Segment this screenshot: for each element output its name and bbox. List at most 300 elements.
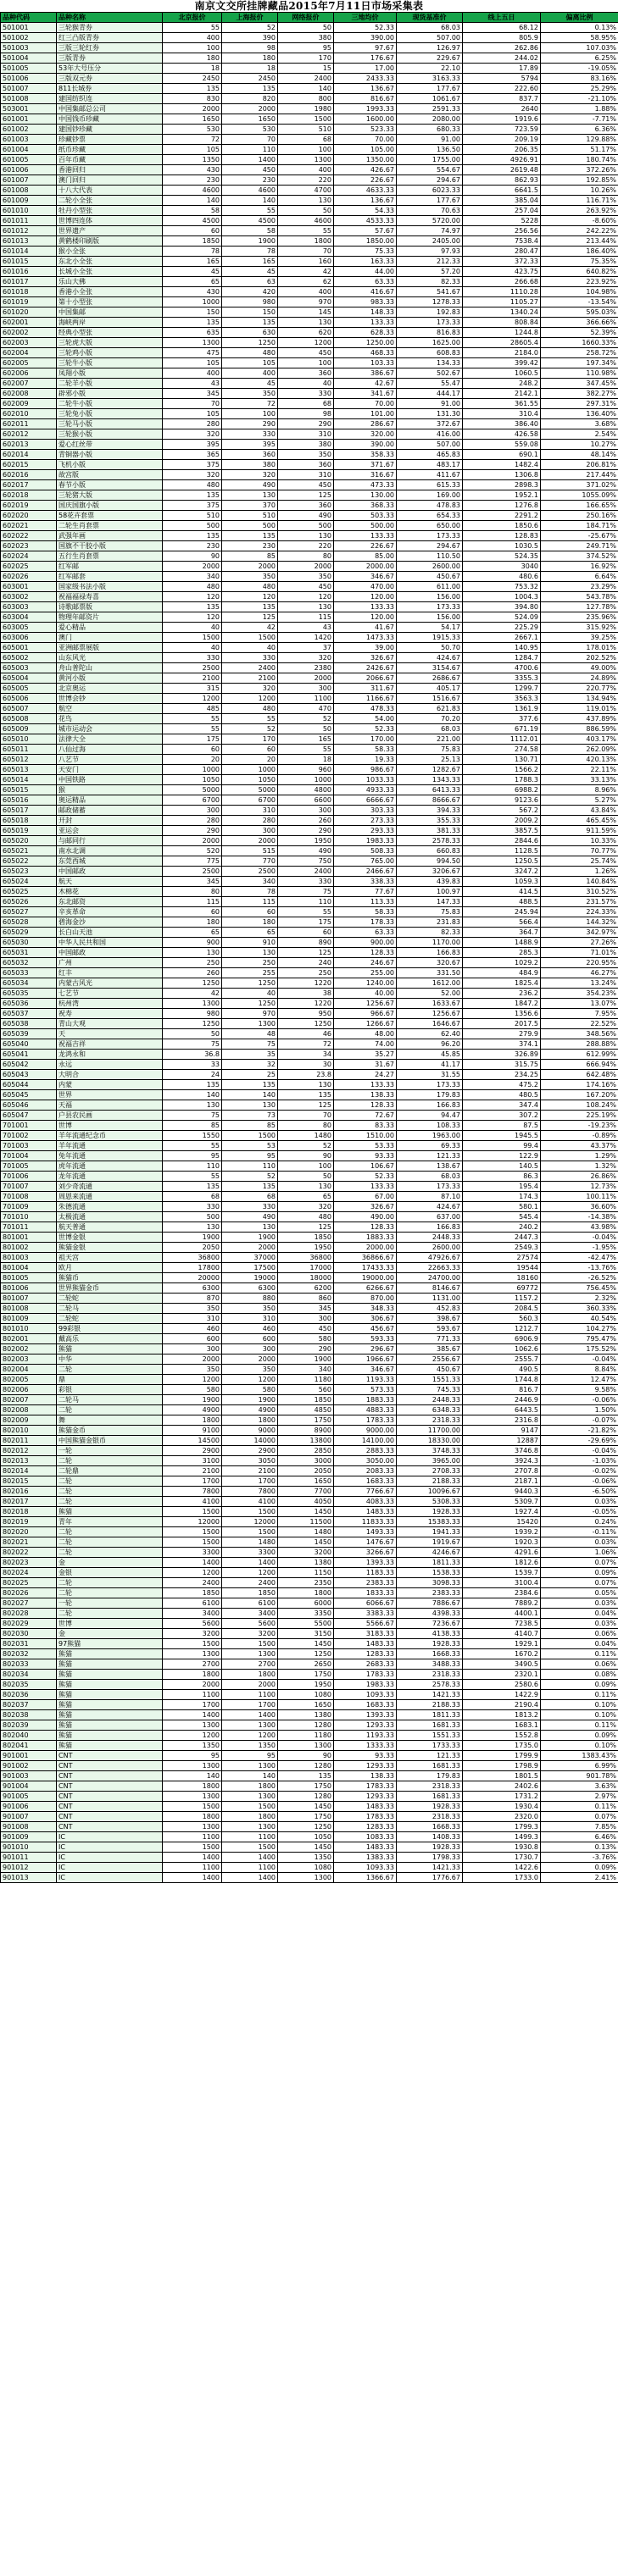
cell-base: 1061.67 <box>397 94 463 104</box>
cell-line-five: 19544 <box>463 1263 541 1273</box>
cell-code: 602010 <box>1 409 57 419</box>
cell-name: 猴小全张 <box>57 247 163 257</box>
cell-line-five: 394.80 <box>463 602 541 612</box>
cell-deviation: 43.98% <box>541 1222 618 1233</box>
cell-shanghai: 1900 <box>222 236 278 247</box>
cell-average: 5566.67 <box>334 1619 397 1629</box>
cell-line-five: 488.5 <box>463 897 541 907</box>
cell-online: 1380 <box>278 1710 334 1720</box>
cell-deviation: 371.02% <box>541 480 618 490</box>
cell-base: 100.97 <box>397 887 463 897</box>
table-row <box>1 1080 618 1090</box>
cell-base: 131.30 <box>397 409 463 419</box>
cell-code: 802039 <box>1 1720 57 1731</box>
col-header-line-five: 线上五日 <box>463 13 541 23</box>
cell-beijing: 36.8 <box>163 1050 222 1060</box>
cell-shanghai: 53 <box>222 1141 278 1151</box>
cell-name: 龙鸿永和 <box>57 1050 163 1060</box>
cell-code: 603006 <box>1 633 57 643</box>
cell-beijing: 1050 <box>163 775 222 785</box>
cell-beijing: 1650 <box>163 114 222 125</box>
cell-base: 1633.67 <box>397 999 463 1009</box>
cell-online: 290 <box>278 419 334 429</box>
cell-online: 1220 <box>278 999 334 1009</box>
cell-line-five: 2898.3 <box>463 480 541 490</box>
cell-code: 605016 <box>1 795 57 806</box>
cell-average: 3266.67 <box>334 1548 397 1558</box>
cell-beijing: 55 <box>163 23 222 33</box>
cell-average: 9000.00 <box>334 1426 397 1436</box>
cell-name: 中国集邮 <box>57 307 163 318</box>
cell-average: 765.00 <box>334 856 397 867</box>
cell-code: 605009 <box>1 724 57 734</box>
cell-average: 573.33 <box>334 1385 397 1395</box>
cell-name: IC <box>57 1873 163 1883</box>
page-title: 南京文交所挂牌藏品2015年7月11日市场采集表 <box>194 0 424 12</box>
cell-base: 22.10 <box>397 64 463 74</box>
cell-average: 386.67 <box>334 368 397 379</box>
cell-code: 802014 <box>1 1466 57 1476</box>
cell-beijing: 510 <box>163 511 222 521</box>
table-row <box>1 1822 618 1832</box>
cell-shanghai: 150 <box>222 307 278 318</box>
cell-name: 羊年流通纪念币 <box>57 1131 163 1141</box>
table-row <box>1 1039 618 1050</box>
cell-line-five: 690.1 <box>463 450 541 460</box>
cell-shanghai: 255 <box>222 968 278 978</box>
cell-deviation: -19.05% <box>541 64 618 74</box>
cell-average: 176.67 <box>334 53 397 64</box>
cell-shanghai: 18 <box>222 64 278 74</box>
cell-average: 133.33 <box>334 1182 397 1192</box>
cell-deviation: 0.11% <box>541 1720 618 1731</box>
cell-average: 6266.67 <box>334 1283 397 1294</box>
cell-average: 1366.67 <box>334 1873 397 1883</box>
cell-name: 二轮 <box>57 1497 163 1507</box>
cell-shanghai: 63 <box>222 277 278 287</box>
cell-code: 901001 <box>1 1751 57 1761</box>
cell-base: 1798.33 <box>397 1853 463 1863</box>
cell-name: CNT <box>57 1812 163 1822</box>
cell-code: 701010 <box>1 1212 57 1222</box>
cell-deviation: 288.88% <box>541 1039 618 1050</box>
cell-shanghai: 360 <box>222 450 278 460</box>
table-row <box>1 948 618 958</box>
cell-code: 601008 <box>1 186 57 196</box>
cell-deviation: 1.26% <box>541 867 618 877</box>
cell-name: 辟邪小版 <box>57 389 163 399</box>
cell-deviation: 543.78% <box>541 592 618 602</box>
cell-average: 53.33 <box>334 1141 397 1151</box>
cell-code: 602001 <box>1 318 57 328</box>
cell-shanghai: 770 <box>222 856 278 867</box>
cell-name: 世界 <box>57 1090 163 1100</box>
cell-deviation: 136.40% <box>541 409 618 419</box>
cell-shanghai: 135 <box>222 602 278 612</box>
cell-online: 38 <box>278 989 334 999</box>
table-body <box>1 23 618 1883</box>
cell-code: 605026 <box>1 897 57 907</box>
cell-average: 48.00 <box>334 1029 397 1039</box>
cell-line-five: 862.93 <box>463 175 541 186</box>
cell-code: 701001 <box>1 1121 57 1131</box>
cell-beijing: 135 <box>163 531 222 541</box>
table-row <box>1 419 618 429</box>
cell-beijing: 1500 <box>163 1507 222 1517</box>
table-row <box>1 846 618 856</box>
cell-shanghai: 140 <box>222 196 278 206</box>
cell-line-five: 480.5 <box>463 1090 541 1100</box>
table-row <box>1 257 618 267</box>
cell-code: 605002 <box>1 653 57 663</box>
cell-base: 1963.00 <box>397 1131 463 1141</box>
cell-online: 1250 <box>278 1649 334 1659</box>
cell-code: 901010 <box>1 1842 57 1853</box>
cell-online: 5500 <box>278 1619 334 1629</box>
cell-online: 2850 <box>278 1446 334 1456</box>
cell-beijing: 2000 <box>163 1680 222 1690</box>
cell-average: 341.67 <box>334 389 397 399</box>
cell-name: 三版青券 <box>57 53 163 64</box>
cell-average: 348.33 <box>334 1304 397 1314</box>
cell-line-five: 1670.2 <box>463 1649 541 1659</box>
cell-average: 17.00 <box>334 64 397 74</box>
cell-line-five: 2316.8 <box>463 1415 541 1426</box>
cell-beijing: 1700 <box>163 1476 222 1487</box>
cell-line-five: 423.75 <box>463 267 541 277</box>
cell-base: 1538.33 <box>397 1568 463 1578</box>
cell-beijing: 55 <box>163 1141 222 1151</box>
cell-line-five: 28605.4 <box>463 338 541 348</box>
table-row <box>1 1233 618 1243</box>
cell-code: 603005 <box>1 623 57 633</box>
cell-deviation: 7.95% <box>541 1009 618 1019</box>
cell-beijing: 2000 <box>163 562 222 572</box>
cell-name: 祝寿 <box>57 1009 163 1019</box>
cell-line-five: 1801.5 <box>463 1771 541 1781</box>
cell-online: 1800 <box>278 1588 334 1598</box>
cell-deviation: 0.07% <box>541 1812 618 1822</box>
cell-base: 444.17 <box>397 389 463 399</box>
cell-code: 601004 <box>1 145 57 155</box>
cell-base: 1755.00 <box>397 155 463 165</box>
cell-beijing: 75 <box>163 1111 222 1121</box>
cell-line-five: 1552.8 <box>463 1731 541 1741</box>
cell-code: 802040 <box>1 1731 57 1741</box>
cell-name: 东北小全张 <box>57 257 163 267</box>
cell-name: CNT <box>57 1751 163 1761</box>
cell-shanghai: 70 <box>222 135 278 145</box>
cell-name: 祝福福禄寿喜 <box>57 592 163 602</box>
cell-online: 1850 <box>278 1233 334 1243</box>
cell-base: 1928.33 <box>397 1507 463 1517</box>
cell-average: 1293.33 <box>334 1792 397 1802</box>
cell-shanghai: 135 <box>222 84 278 94</box>
cell-average: 24.27 <box>334 1070 397 1080</box>
cell-average: 286.67 <box>334 419 397 429</box>
cell-code: 801002 <box>1 1243 57 1253</box>
cell-code: 605003 <box>1 663 57 673</box>
cell-base: 424.67 <box>397 653 463 663</box>
cell-beijing: 150 <box>163 307 222 318</box>
cell-name: 澳门 <box>57 633 163 643</box>
cell-line-five: 1112.01 <box>463 734 541 745</box>
cell-beijing: 2000 <box>163 1354 222 1365</box>
cell-online: 140 <box>278 84 334 94</box>
cell-deviation: 795.47% <box>541 1334 618 1344</box>
cell-name: 熊猫 <box>57 1344 163 1354</box>
cell-average: 1493.33 <box>334 1527 397 1537</box>
cell-online: 800 <box>278 94 334 104</box>
cell-shanghai: 20 <box>222 755 278 765</box>
cell-name: 物理年邮资片 <box>57 612 163 623</box>
cell-base: 166.83 <box>397 948 463 958</box>
cell-deviation: 174.16% <box>541 1080 618 1090</box>
cell-base: 483.17 <box>397 460 463 470</box>
cell-name: 三轮兔小版 <box>57 409 163 419</box>
cell-deviation: 175.52% <box>541 1344 618 1354</box>
cell-average: 52.33 <box>334 23 397 33</box>
cell-online: 290 <box>278 826 334 836</box>
cell-code: 605025 <box>1 887 57 897</box>
cell-deviation: 71.01% <box>541 948 618 958</box>
cell-average: 306.67 <box>334 1314 397 1324</box>
table-row <box>1 1283 618 1294</box>
cell-name: 红军邮 <box>57 562 163 572</box>
cell-shanghai: 1100 <box>222 1832 278 1842</box>
cell-deviation: 2.97% <box>541 1792 618 1802</box>
cell-beijing: 600 <box>163 1334 222 1344</box>
table-row <box>1 1222 618 1233</box>
cell-deviation: 5.27% <box>541 795 618 806</box>
cell-base: 156.00 <box>397 612 463 623</box>
cell-online: 90 <box>278 1151 334 1161</box>
cell-code: 603002 <box>1 592 57 602</box>
table-row <box>1 1314 618 1324</box>
cell-beijing: 105 <box>163 409 222 419</box>
table-row <box>1 277 618 287</box>
cell-beijing: 20000 <box>163 1273 222 1283</box>
cell-online: 170 <box>278 53 334 64</box>
cell-beijing: 105 <box>163 358 222 368</box>
cell-base: 554.67 <box>397 165 463 175</box>
cell-base: 126.97 <box>397 43 463 53</box>
cell-line-five: 2555.7 <box>463 1354 541 1365</box>
table-row <box>1 1375 618 1385</box>
cell-name: 黄鹤楼印刷版 <box>57 236 163 247</box>
cell-online: 17000 <box>278 1263 334 1273</box>
cell-code: 802011 <box>1 1436 57 1446</box>
table-row <box>1 94 618 104</box>
cell-base: 1256.67 <box>397 1009 463 1019</box>
cell-online: 130 <box>278 1080 334 1090</box>
cell-base: 231.83 <box>397 917 463 928</box>
cell-line-five: 524.35 <box>463 551 541 562</box>
cell-line-five: 257.04 <box>463 206 541 216</box>
cell-base: 74.97 <box>397 226 463 236</box>
cell-base: 816.83 <box>397 328 463 338</box>
cell-code: 701005 <box>1 1161 57 1172</box>
cell-line-five: 7889.2 <box>463 1598 541 1609</box>
cell-online: 970 <box>278 297 334 307</box>
cell-beijing: 24 <box>163 1070 222 1080</box>
cell-beijing: 9100 <box>163 1426 222 1436</box>
cell-average: 1193.33 <box>334 1375 397 1385</box>
cell-online: 1500 <box>278 114 334 125</box>
cell-code: 501004 <box>1 53 57 64</box>
cell-code: 605044 <box>1 1080 57 1090</box>
cell-online: 70 <box>278 247 334 257</box>
cell-deviation: 250.16% <box>541 511 618 521</box>
cell-base: 1278.33 <box>397 297 463 307</box>
cell-base: 179.83 <box>397 1090 463 1100</box>
cell-code: 605019 <box>1 826 57 836</box>
cell-shanghai: 450 <box>222 165 278 175</box>
cell-line-five: 140.95 <box>463 643 541 653</box>
cell-base: 615.33 <box>397 480 463 490</box>
cell-name: 户县农民画 <box>57 1111 163 1121</box>
table-row <box>1 795 618 806</box>
cell-code: 605045 <box>1 1090 57 1100</box>
cell-name: 三版双元券 <box>57 74 163 84</box>
cell-shanghai: 350 <box>222 1365 278 1375</box>
cell-name: 二轮 <box>57 1548 163 1558</box>
cell-line-five: 2009.2 <box>463 816 541 826</box>
cell-base: 3098.33 <box>397 1578 463 1588</box>
cell-online: 560 <box>278 1385 334 1395</box>
cell-name: 鼎 <box>57 1375 163 1385</box>
cell-code: 605001 <box>1 643 57 653</box>
cell-name: 三轮马小版 <box>57 419 163 429</box>
cell-average: 128.33 <box>334 948 397 958</box>
cell-deviation: 612.99% <box>541 1050 618 1060</box>
cell-name: 金 <box>57 1558 163 1568</box>
cell-code: 802038 <box>1 1710 57 1720</box>
cell-beijing: 135 <box>163 1080 222 1090</box>
table-row <box>1 531 618 541</box>
cell-line-five: 326.89 <box>463 1050 541 1060</box>
cell-base: 229.67 <box>397 53 463 64</box>
cell-name: 法律大全 <box>57 734 163 745</box>
cell-shanghai: 330 <box>222 429 278 440</box>
cell-online: 890 <box>278 938 334 948</box>
cell-name: 二轮 <box>57 1365 163 1375</box>
cell-deviation: 140.84% <box>541 877 618 887</box>
cell-name: 二轮马 <box>57 1395 163 1405</box>
cell-code: 901009 <box>1 1832 57 1842</box>
cell-code: 601006 <box>1 165 57 175</box>
cell-online: 60 <box>278 928 334 938</box>
table-row <box>1 887 618 897</box>
cell-line-five: 6641.5 <box>463 186 541 196</box>
cell-base: 745.33 <box>397 1385 463 1395</box>
cell-beijing: 375 <box>163 460 222 470</box>
cell-line-five: 1683.1 <box>463 1720 541 1731</box>
cell-base: 5308.33 <box>397 1497 463 1507</box>
cell-line-five: 1306.8 <box>463 470 541 480</box>
cell-deviation: -6.50% <box>541 1487 618 1497</box>
cell-online: 1180 <box>278 1375 334 1385</box>
cell-average: 40.00 <box>334 989 397 999</box>
cell-shanghai: 110 <box>222 145 278 155</box>
cell-base: 465.83 <box>397 450 463 460</box>
cell-deviation: -0.04% <box>541 1446 618 1456</box>
cell-beijing: 120 <box>163 592 222 602</box>
cell-name: 大明合 <box>57 1070 163 1080</box>
cell-online: 70 <box>278 1111 334 1121</box>
cell-online: 13800 <box>278 1436 334 1446</box>
cell-average: 31.67 <box>334 1060 397 1070</box>
cell-online: 7700 <box>278 1487 334 1497</box>
cell-shanghai: 9000 <box>222 1426 278 1436</box>
cell-online: 260 <box>278 816 334 826</box>
cell-base: 212.33 <box>397 257 463 267</box>
cell-beijing: 135 <box>163 1182 222 1192</box>
cell-line-five: 1110.28 <box>463 287 541 297</box>
cell-line-five: 414.5 <box>463 887 541 897</box>
cell-deviation: 223.92% <box>541 277 618 287</box>
cell-name: 亚洲邮票展版 <box>57 643 163 653</box>
cell-deviation: -0.05% <box>541 1507 618 1517</box>
cell-code: 605033 <box>1 968 57 978</box>
table-row <box>1 1466 618 1476</box>
cell-beijing: 230 <box>163 175 222 186</box>
cell-deviation: 1055.09% <box>541 490 618 501</box>
cell-name: 开封 <box>57 816 163 826</box>
cell-line-five: 2017.5 <box>463 1019 541 1029</box>
cell-average: 986.67 <box>334 765 397 775</box>
cell-code: 602005 <box>1 358 57 368</box>
cell-name: 熊猫 <box>57 1507 163 1517</box>
cell-shanghai: 300 <box>222 1344 278 1354</box>
cell-beijing: 350 <box>163 1365 222 1375</box>
cell-base: 541.67 <box>397 287 463 297</box>
cell-name: 七艺节 <box>57 989 163 999</box>
cell-online: 1800 <box>278 236 334 247</box>
cell-shanghai: 2700 <box>222 1659 278 1670</box>
cell-line-five: 3857.5 <box>463 826 541 836</box>
cell-base: 452.83 <box>397 1304 463 1314</box>
cell-average: 97.67 <box>334 43 397 53</box>
cell-shanghai: 320 <box>222 470 278 480</box>
cell-shanghai: 42 <box>222 623 278 633</box>
cell-name: 中国熊猫金银币 <box>57 1436 163 1446</box>
table-row <box>1 1802 618 1812</box>
cell-line-five: 1062.6 <box>463 1344 541 1354</box>
table-row <box>1 84 618 94</box>
cell-deviation: 13.07% <box>541 999 618 1009</box>
table-row <box>1 1548 618 1558</box>
cell-deviation: 0.09% <box>541 1863 618 1873</box>
cell-online: 1280 <box>278 1761 334 1771</box>
cell-line-five: 6906.9 <box>463 1334 541 1344</box>
cell-name: 二轮 <box>57 1609 163 1619</box>
table-row <box>1 826 618 836</box>
cell-deviation: 1.29% <box>541 1151 618 1161</box>
cell-beijing: 165 <box>163 257 222 267</box>
cell-name: 熊猫 <box>57 1649 163 1659</box>
cell-base: 502.67 <box>397 368 463 379</box>
cell-deviation: -42.47% <box>541 1253 618 1263</box>
cell-beijing: 1300 <box>163 999 222 1009</box>
cell-shanghai: 1300 <box>222 1792 278 1802</box>
cell-base: 55.47 <box>397 379 463 389</box>
cell-online: 320 <box>278 653 334 663</box>
table-row <box>1 1273 618 1283</box>
cell-deviation: 83.16% <box>541 74 618 84</box>
cell-deviation: 347.45% <box>541 379 618 389</box>
table-row <box>1 1690 618 1700</box>
